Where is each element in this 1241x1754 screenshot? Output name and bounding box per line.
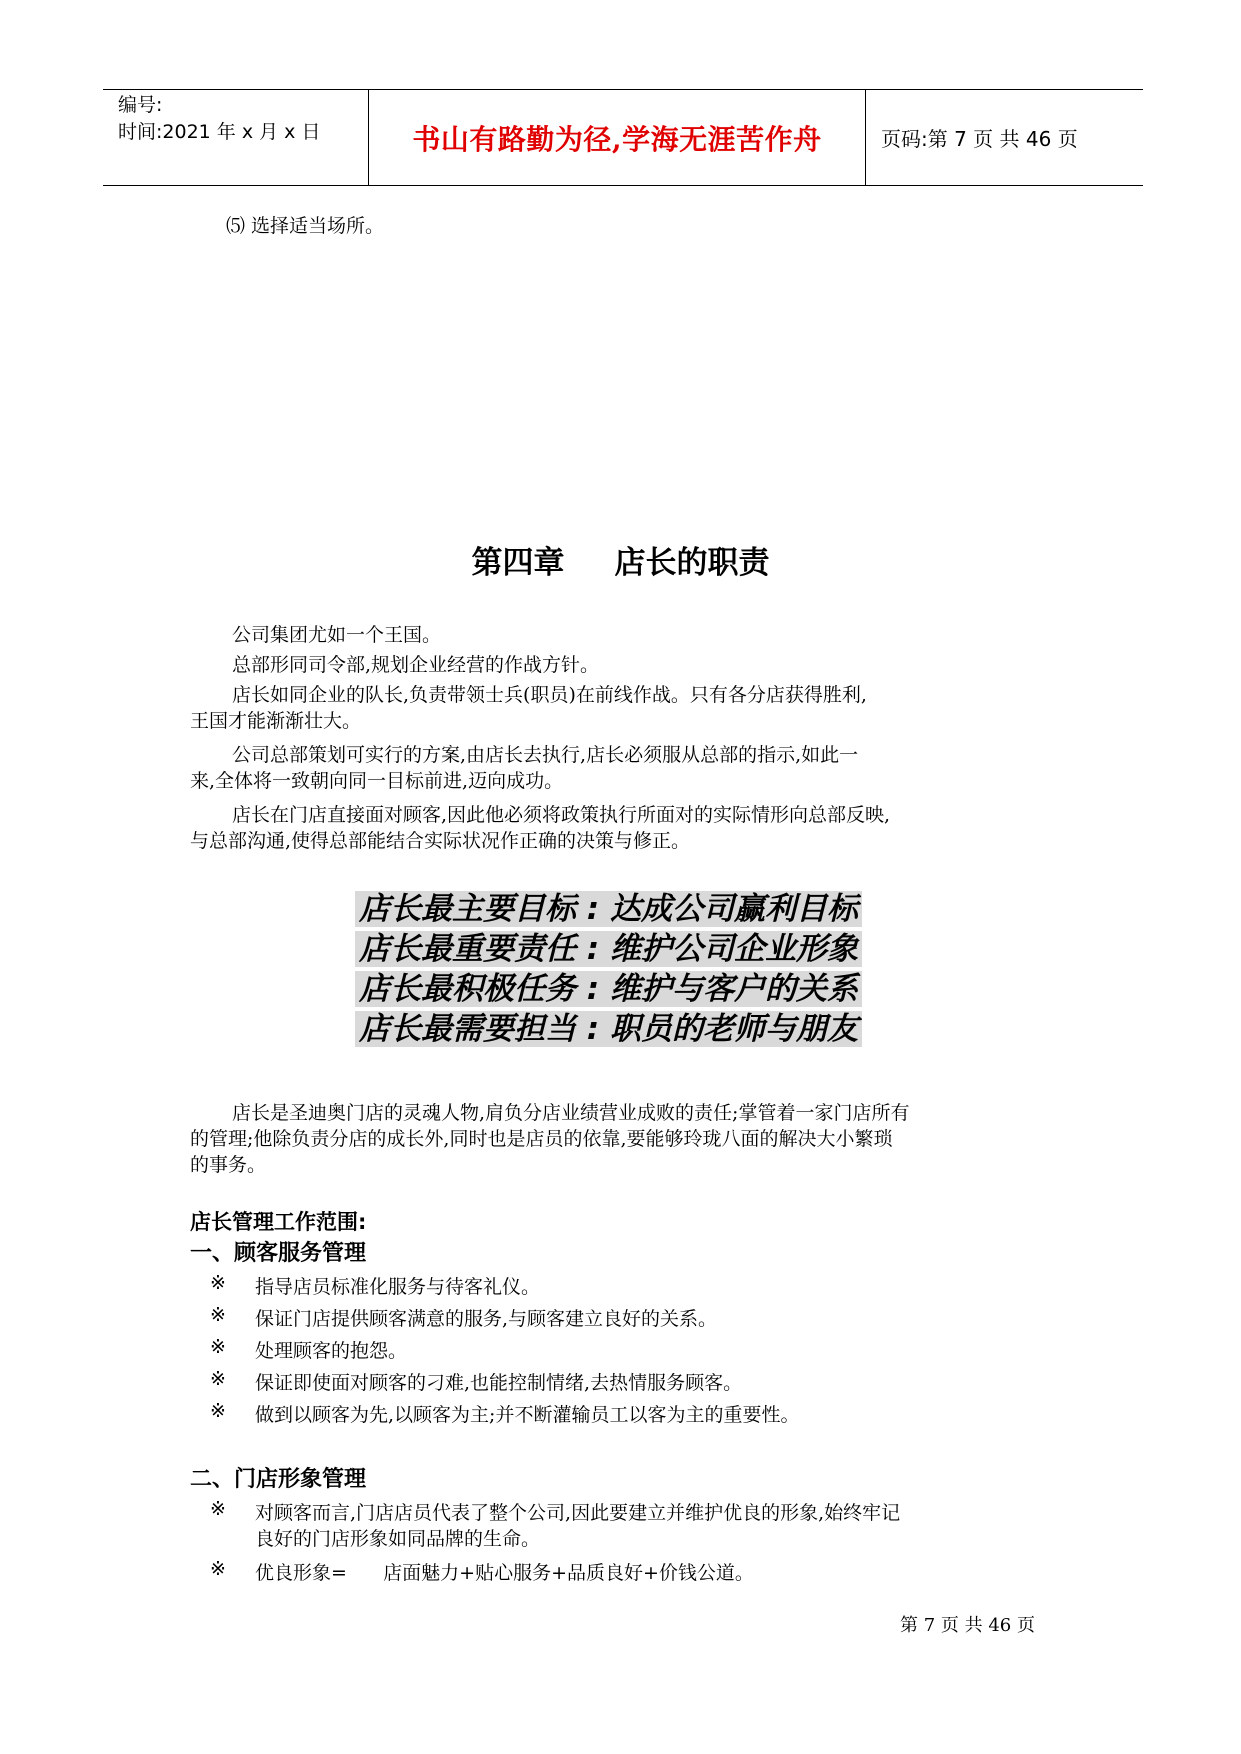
section-1-item: 处理顾客的抱怨。 <box>255 1340 408 1362</box>
intro-paragraph-4-line-2: 来,全体将一致朝向同一目标前进,迈向成功。 <box>190 770 564 792</box>
section-1-mark: ※ <box>210 1272 226 1294</box>
section-1-mark: ※ <box>210 1400 226 1422</box>
header-page-label: 页码:第 7 页 共 46 页 <box>881 127 1078 151</box>
intro-paragraph-3-line-2: 王国才能渐渐壮大。 <box>190 710 362 732</box>
role-paragraph-line-1: 店长是圣迪奥门店的灵魂人物,肩负分店业绩营业成败的责任;掌管着一家门店所有 <box>232 1102 910 1124</box>
highlight-goal: 店长最主要目标 : 达成公司赢利目标 <box>355 890 862 928</box>
section-2-item-1-line-2: 良好的门店形象如同品牌的生命。 <box>255 1528 541 1550</box>
chapter-title <box>0 537 1241 582</box>
role-paragraph-line-2: 的管理;他除负责分店的成长外,同时也是店员的依靠,要能够玲珑八面的解决大小繁琐 <box>190 1128 893 1150</box>
section-1-mark: ※ <box>210 1304 226 1326</box>
chapter-number: 第四章 <box>471 545 565 581</box>
chapter-name: 店长的职责 <box>614 545 770 581</box>
section-1-item: 做到以顾客为先,以顾客为主;并不断灌输员工以客为主的重要性。 <box>255 1404 800 1426</box>
section-1-mark: ※ <box>210 1368 226 1390</box>
section-1-item: 指导店员标准化服务与待客礼仪。 <box>255 1276 541 1298</box>
page-footer: 第 7 页 共 46 页 <box>900 1615 1035 1636</box>
highlight-responsibility: 店长最重要责任 : 维护公司企业形象 <box>355 930 862 968</box>
section-1-title: 一、顾客服务管理 <box>190 1241 367 1266</box>
section-1-item: 保证即使面对顾客的刁难,也能控制情绪,去热情服务顾客。 <box>255 1372 743 1394</box>
section-2-item-2: 优良形象= 店面魅力+贴心服务+品质良好+价钱公道。 <box>255 1562 754 1584</box>
intro-paragraph-1: 公司集团尤如一个王国。 <box>232 624 442 646</box>
intro-paragraph-5-line-2: 与总部沟通,使得总部能结合实际状况作正确的决策与修正。 <box>190 830 691 852</box>
code-label: 编号: <box>118 94 163 116</box>
scope-title: 店长管理工作范围: <box>190 1210 367 1234</box>
intro-paragraph-4-line-1: 公司总部策划可实行的方案,由店长去执行,店长必须服从总部的指示,如此一 <box>232 744 859 766</box>
prev-list-item: ⑸ 选择适当场所。 <box>226 215 385 237</box>
section-2-mark: ※ <box>210 1498 226 1520</box>
section-2-mark: ※ <box>210 1558 226 1580</box>
highlight-task: 店长最积极任务 : 维护与客户的关系 <box>355 970 862 1008</box>
header-motto: 书山有路勤为径,学海无涯苦作舟 <box>368 90 866 185</box>
intro-paragraph-2: 总部形同司令部,规划企业经营的作战方针。 <box>232 654 600 676</box>
section-1-item: 保证门店提供顾客满意的服务,与顾客建立良好的关系。 <box>255 1308 718 1330</box>
highlight-duty: 店长最需要担当 : 职员的老师与朋友 <box>355 1010 862 1048</box>
section-1-mark: ※ <box>210 1336 226 1358</box>
header-meta <box>103 90 368 185</box>
section-2-item-1-line-1: 对顾客而言,门店店员代表了整个公司,因此要建立并维护优良的形象,始终牢记 <box>255 1502 901 1524</box>
intro-paragraph-3-line-1: 店长如同企业的队长,负责带领士兵(职员)在前线作战。只有各分店获得胜利, <box>232 684 867 706</box>
time-label: 时间:2021 年 x 月 x 日 <box>118 121 321 143</box>
intro-paragraph-5-line-1: 店长在门店直接面对顾客,因此他必须将政策执行所面对的实际情形向总部反映, <box>232 804 891 826</box>
section-2-title: 二、门店形象管理 <box>190 1467 367 1492</box>
role-paragraph-line-3: 的事务。 <box>190 1154 267 1176</box>
page-header <box>103 89 1143 186</box>
